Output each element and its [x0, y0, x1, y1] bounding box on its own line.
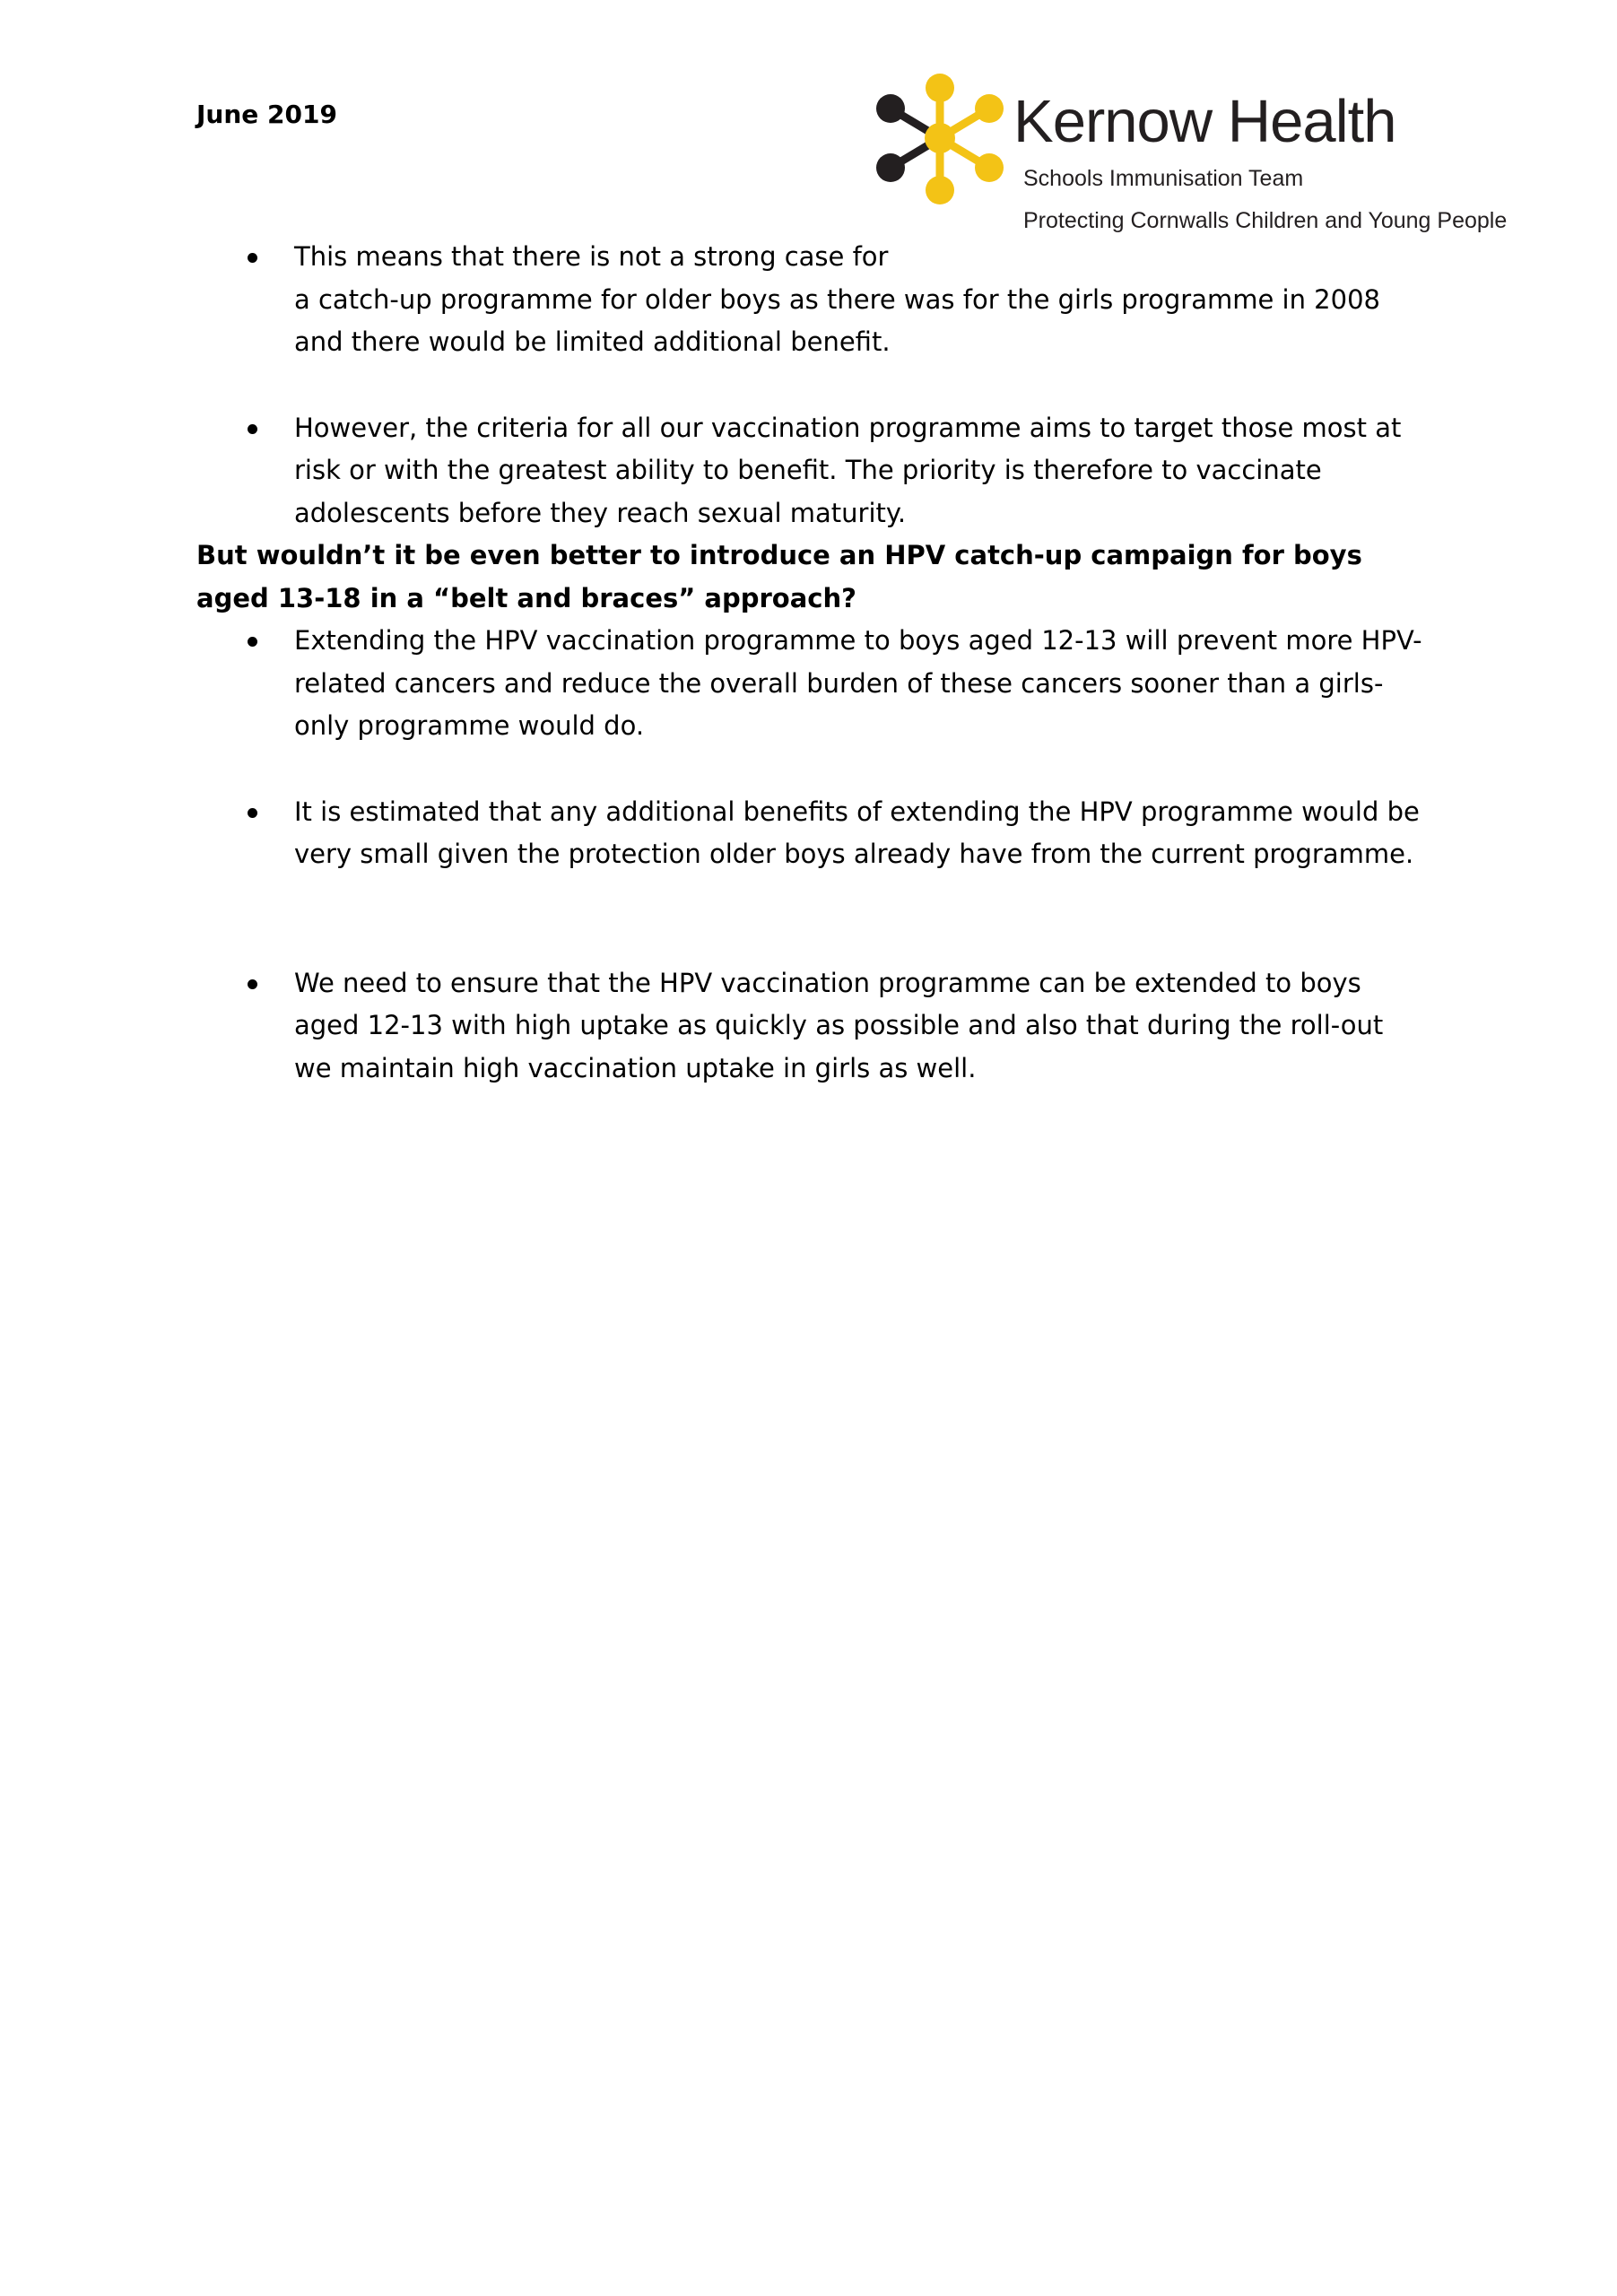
- logo-subtitle-team: Schools Immunisation Team: [1023, 166, 1304, 191]
- question-heading: But wouldn’t it be even better to introduce an HPV catch-up campaign for boys aged 13-18 in a “belt and braces” approach?: [196, 540, 1362, 613]
- list-item: We need to ensure that the HPV vaccination programme can be extended to boys aged 12-13 with high uptake as quickly as possible and also that during the roll-out we maintain high vaccination uptake in girls as well.: [196, 962, 1425, 1091]
- bullet-list-1: [196, 236, 1425, 535]
- list-item: [196, 236, 1425, 364]
- bullet-list-2: [196, 620, 1425, 1090]
- list-item: It is estimated that any additional benefits of extending the HPV programme would be very small given the protection older boys already have from the current programme.: [196, 791, 1425, 876]
- logo-title: Kernow Health: [1013, 88, 1396, 155]
- network-molecule-icon: [874, 70, 1009, 212]
- document-body: [196, 236, 1425, 1090]
- list-item: However, the criteria for all our vaccination programme aims to target those most at risk or with the greatest ability to benefit. The priority is therefore to vaccinate adolescents before they reach sexual maturity.: [196, 407, 1425, 535]
- list-item: Extending the HPV vaccination programme to boys aged 12-13 will prevent more HPV-related cancers and reduce the overall burden of these cancers sooner than a girls-only programme would do.: [196, 620, 1425, 748]
- bullet-first-line: This means that there is not a strong case for: [294, 241, 889, 272]
- logo-subtitle-tagline: Protecting Cornwalls Children and Young People: [1023, 208, 1508, 233]
- document-date: June 2019: [196, 100, 337, 129]
- kernow-health-logo: [874, 70, 1574, 249]
- bullet-continuation: a catch-up programme for older boys as there was for the girls programme in 2008 and there would be limited additional benefit.: [294, 283, 1380, 357]
